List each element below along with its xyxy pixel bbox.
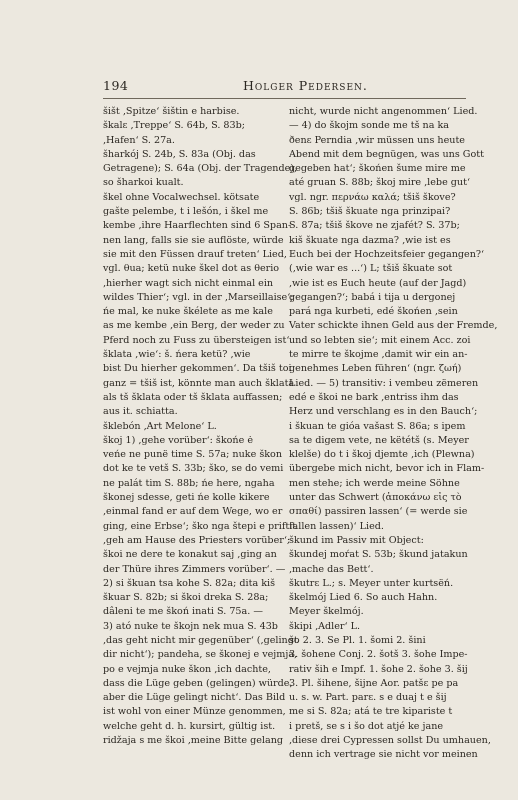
text-line: klelše) do t i škoj djemte ‚ich (Plewna)	[289, 449, 475, 461]
text-line: ‚geh am Hause des Priesters vorüber‘;	[103, 534, 291, 546]
text-line: ńe mal, ke nuke škélete as me kale	[103, 306, 273, 318]
text-line: škund im Passiv mit Object:	[289, 534, 424, 546]
text-line: bist Du hierher gekommen‘. Da tšiš toi	[103, 363, 292, 375]
page-number: 194	[103, 78, 129, 93]
text-line: škundej moŕat S. 53b; škund jatakun	[289, 549, 468, 561]
text-line: und so lebten sie‘; mit einem Acc. zoi	[289, 334, 471, 346]
text-line: ðenε Perndia ‚wir müssen uns heute	[289, 134, 465, 146]
text-line: veńe ne punë time S. 57a; nuke škon	[103, 449, 283, 461]
text-line: men stehe; ich werde meine Söhne	[289, 477, 460, 489]
text-line: i pretš, se s i šo dot atjé ke jane	[289, 720, 444, 732]
text-line: ‚wie ist es Euch heute (auf der Jagd)	[289, 277, 467, 289]
text-line: as me kembe ‚ein Berg, der weder zu	[103, 320, 285, 332]
text-line: até gruan S. 88b; škoj mire ‚lebe gut‘	[289, 177, 471, 189]
text-line: Meyer škelmój.	[289, 606, 364, 618]
text-line: ‚mache das Bett‘.	[289, 563, 374, 575]
text-line: po e vejmja nuke škon ‚ich dachte,	[103, 663, 271, 675]
text-line: gegangen?‘; babá i tija u dergonej	[289, 291, 456, 303]
text-line: Getragene); S. 64a (Obj. der Tragende),	[103, 163, 298, 175]
text-line: Lied. — 5) transitiv: i vembeu zëmeren	[289, 377, 479, 389]
text-line: übergebe mich nicht, bevor ich in Flam-	[289, 463, 485, 475]
text-line: ‚hierher wagt sich nicht einmal ein	[103, 277, 274, 289]
text-line: welche geht d. h. kursirt, gültig ist.	[103, 720, 276, 732]
text-line: škel ohne Vocalwechsel. kötsate	[103, 191, 260, 203]
text-line: 3. Pl. šihene, šijne Aor. patšε pe pa	[289, 677, 459, 689]
left-column	[103, 105, 298, 748]
text-line: σπαθί) passiren lassen‘ (= werde sie	[289, 506, 468, 518]
text-line: S. 86b; tšiš škuate nga prinzipai?	[289, 206, 451, 218]
text-line: škipi ‚Adler‘ L.	[289, 620, 361, 632]
text-line: me si S. 82a; atá te tre kipariste t	[289, 706, 453, 718]
text-line: vgl. ngr. περνάω καλά; tšiš škove?	[289, 191, 456, 203]
text-line: gegeben hat‘; škońen šume mire me	[289, 163, 466, 175]
text-line: denn ich vertrage sie nicht vor meinen	[289, 749, 478, 761]
text-line: škelmój Lied 6. So auch Hahn.	[289, 592, 438, 604]
text-line: 2) si škuan tsa kohe S. 82a; dita kiš	[103, 577, 276, 589]
text-line: te mirre te škojme ‚damit wir ein an-	[289, 349, 468, 361]
text-line: ‚das geht nicht mir gegenüber‘ (‚gelingt	[103, 634, 298, 646]
text-line: nicht, wurde nicht angenommen‘ Lied.	[289, 106, 478, 117]
text-line: Herz und verschlang es in den Bauch‘;	[289, 406, 478, 418]
text-line: ridžaja s me škoi ‚meine Bitte gelang	[103, 735, 284, 747]
text-line: ist wohl von einer Münze genommen,	[103, 706, 286, 718]
text-line: als tš šklata oder tš šklata auffassen;	[103, 391, 283, 403]
text-line: wildes Thier‘; vgl. in der ‚Marseillaise‘;	[103, 291, 294, 303]
text-line: škoj 1) ‚gehe vorüber‘: škońe ė	[103, 434, 254, 446]
text-line: fallen lassen)‘ Lied.	[289, 520, 384, 532]
text-line: ‚einmal fand er auf dem Wege, wo er	[103, 506, 283, 518]
text-line: šharkój S. 24b, S. 83a (Obj. das	[103, 148, 256, 160]
text-line: aus it. schiatta.	[103, 406, 178, 418]
text-line: škalɛ ‚Treppe‘ S. 64b, S. 83b;	[103, 120, 246, 132]
text-line: sa te digem vete, ne këtétš (s. Meyer	[289, 434, 469, 446]
text-line: unter das Schwert (ἀποκάνω εἰς τὸ	[289, 492, 462, 504]
text-line: i škuan te gióa vašast S. 86a; s ipem	[289, 420, 466, 432]
text-line: edé e škoi ne bark ‚entriss ihm das	[289, 391, 459, 403]
text-line: ‚Hafen‘ S. 27a.	[103, 134, 175, 146]
text-line: rativ ših e Impf. 1. šohe 2. šohe 3. šij	[289, 663, 468, 675]
text-line: ne palát tim S. 88b; ńe here, ngaha	[103, 477, 275, 489]
text-line: šklata ‚wie‘: š. ńera ketü? ‚wie	[103, 349, 251, 361]
text-line: kembe ‚ihre Haarflechten sind 6 Span-	[103, 220, 292, 232]
text-line: u. s. w. Part. parε. s e duaj t e šij	[289, 692, 447, 704]
text-line: ganz = tšiš ist, könnte man auch šklata	[103, 377, 295, 389]
right-column	[289, 105, 498, 763]
text-line: genehmes Leben führen‘ (ngr. ζωή)	[289, 363, 462, 375]
text-line: gašte pelembe, t i lešón, i škel me	[103, 206, 269, 218]
text-line: dâleni te me škoń inati S. 75a. —	[103, 606, 263, 618]
text-line: Abend mit dem begnügen, was uns Gott	[289, 148, 484, 160]
text-line: dir nicht‘); pandeha, se škonej e vejmja,	[103, 649, 298, 661]
text-line: (‚wie war es ...‘) L; tšiš škuate sot	[289, 263, 453, 275]
text-line: 3. šohene Conj. 2. šotš 3. šohe Impe-	[289, 649, 468, 661]
text-line: Euch bei der Hochzeitsfeier gegangen?‘	[289, 248, 485, 260]
text-line: šišt ‚Spitze‘ šištin e harbise.	[103, 106, 240, 117]
text-line: — 4) do škojm sonde me tš na ka	[289, 120, 450, 132]
text-line: šklebón ‚Art Melone‘ L.	[103, 420, 217, 432]
running-header	[103, 78, 466, 96]
running-title: Holger Pedersen.	[243, 78, 368, 93]
text-line: S. 87a; tšiš škove ne zjafét? S. 37b;	[289, 220, 460, 232]
header-rule	[103, 98, 466, 99]
text-line: škoi ne dere te konakut saj ‚ging an	[103, 549, 277, 561]
text-line: dot ke te vetš S. 33b; ško, se do vemi	[103, 463, 284, 475]
text-line: šo 2. 3. Se Pl. 1. šomi 2. šini	[289, 634, 426, 646]
text-line: vgl. θua; ketü nuke škel dot as θerio	[103, 263, 280, 275]
text-line: škutrε L.; s. Meyer unter kurtsëń.	[289, 577, 454, 589]
text-line: pará nga kurbeti, edé škońen ‚sein	[289, 306, 458, 318]
text-line: nen lang, falls sie sie auflöste, würde	[103, 234, 284, 246]
text-line: sie mit den Füssen drauf treten‘ Lied,	[103, 248, 287, 260]
text-line: dass die Lüge geben (gelingen) würde,	[103, 677, 293, 689]
text-line: škuar S. 82b; si škoi dreka S. 28a;	[103, 592, 269, 604]
text-line: Vater schickte ihnen Geld aus der Fremde,	[289, 320, 498, 332]
text-line: der Thüre ihres Zimmers vorüber‘. —	[103, 563, 286, 575]
text-line: aber die Lüge gelingt nicht‘. Das Bild	[103, 692, 286, 704]
text-line: ‚diese drei Cypressen sollst Du umhauen,	[289, 735, 491, 747]
text-line: so šharkoi kualt.	[103, 177, 184, 189]
text-line: kiš škuate nga dazma? ‚wie ist es	[289, 234, 451, 246]
text-line: 3) ató nuke te škojn nek mua S. 43b	[103, 620, 278, 632]
text-line: Pferd noch zu Fuss zu übersteigen ist‘.	[103, 334, 293, 346]
text-line: škonej sdesse, geti ńe kolle kikere	[103, 492, 270, 504]
text-line: ging, eine Erbse‘; ško nga štepi e priftit	[103, 520, 297, 532]
